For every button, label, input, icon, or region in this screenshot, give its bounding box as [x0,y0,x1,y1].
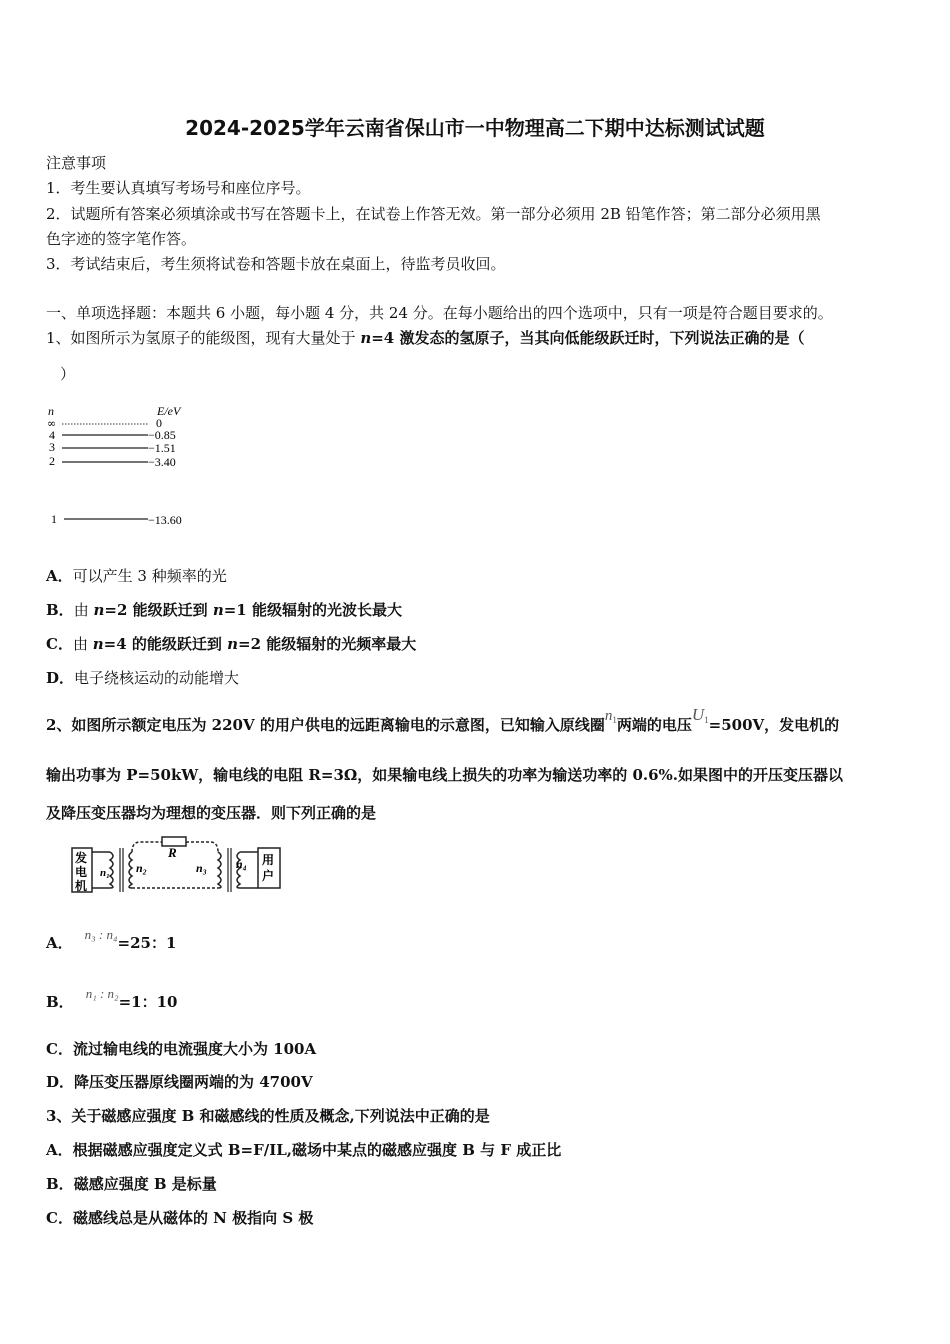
generator-char: 电 [75,865,88,879]
option-text-pre: 由 [72,635,93,653]
diagram-n-label: n [48,404,54,418]
level-n-4: 4 [49,428,55,442]
level-e-3: −1.51 [148,441,176,455]
q1-stem-close: ） [60,365,76,383]
q1-stem-n: n [360,329,372,347]
option-text: 流过输电线的电流强度大小为 100A [72,1040,317,1058]
energy-level-diagram [44,402,204,532]
label-R: R [168,845,177,860]
level-e-2: −3.40 [148,455,176,469]
option-letter: D． [46,1073,75,1091]
q2-n1 [605,708,617,724]
q2-stem-a: 2、如图所示额定电压为 220V 的用户供电的远距离输电的示意图，已知输入原线圈 [46,716,605,734]
option-ratio: n₁ : n₂ [85,986,119,1001]
option-var-n: n [92,635,104,653]
page-title: 2024-2025学年云南省保山市一中物理高二下期中达标测试试题 [185,116,765,140]
q2-option-d[interactable] [46,1071,313,1092]
q2-n1-sub: 1 [612,715,617,725]
option-text: 磁感线总是从磁体的 N 极指向 S 极 [72,1209,314,1227]
option-text: 磁感应强度 B 是标量 [73,1175,217,1193]
option-letter: C． [46,1040,73,1058]
option-letter: C． [46,635,73,653]
q2-stem-line1 [46,705,840,735]
option-letter: A． [46,567,73,585]
option-value: =25：1 [117,934,177,952]
q1-stem [46,327,804,348]
transmission-diagram [70,834,285,896]
coil-n3 [218,852,221,888]
option-letter: A． [46,934,73,952]
q2-u1-sub: 1 [704,715,709,725]
q1-stem-b: =4 激发态的氢原子，当其向低能级跃迁时，下列说法正确的是（ [371,329,805,347]
option-var-n: n [93,601,105,619]
option-text-post: =1 能级辐射的光波长最大 [223,601,402,619]
generator-char: 机 [75,879,88,893]
q1-option-a[interactable] [46,565,227,586]
q2-stem-b: 两端的电压 [616,716,692,734]
option-letter: B． [46,601,74,619]
notice-item-2-cont: 色字迹的签字笔作答。 [46,230,197,248]
label-n4: n₄ [236,857,247,871]
q3-stem: 3、关于磁感应强度 B 和磁感线的性质及概念,下列说法中正确的是 [46,1107,490,1125]
level-n-3: 3 [49,440,55,454]
q3-option-b[interactable] [46,1173,217,1194]
q1-stem-a: 1、如图所示为氢原子的能级图，现有大量处于 [46,329,361,347]
option-text: 可以产生 3 种频率的光 [72,567,227,585]
option-var-n: n [212,601,224,619]
coil-n1 [110,852,113,888]
level-n-2: 2 [49,454,55,468]
option-text: 降压变压器原线圈两端的为 4700V [74,1073,313,1091]
notice-item-1: 1．考生要认真填写考场号和座位序号。 [46,179,311,197]
q3-option-a[interactable] [46,1139,561,1160]
coil-n2 [129,852,132,888]
transmission-line-top [186,842,218,852]
q2-stem-line3: 及降压变压器均为理想的变压器．则下列正确的是 [46,804,377,822]
level-e-1: −13.60 [148,513,182,527]
option-letter: A． [46,1141,73,1159]
option-letter: C． [46,1209,73,1227]
option-text-mid: =2 能级跃迁到 [104,601,213,619]
option-value: =1：10 [118,993,178,1011]
notice-item-2: 2．试题所有答案必须填涂或书写在答题卡上，在试卷上作答无效。第一部分必须用 2B 铅笔作答；第二部分必须用黑 [46,205,821,223]
q2-u1-symbol: U [691,705,705,724]
notice-heading: 注意事项 [46,154,107,172]
label-n3: n₃ [196,861,207,875]
section-heading: 一、单项选择题：本题共 6 小题，每小题 4 分，共 24 分。在每小题给出的四个选项中，只有一项是符合题目要求的。 [46,304,833,322]
user-char: 户 [262,869,275,883]
q2-stem-line2: 输出功事为 P=50kW，输电线的电阻 R=3Ω，如果输电线上损失的功率为输送功率的 0.6%.如果图中的开压变压器以 [46,766,844,784]
option-ratio: n₃ : n₄ [84,927,118,942]
option-text: 根据磁感应强度定义式 B=F/IL,磁场中某点的磁感应强度 B 与 F 成正比 [72,1141,562,1159]
option-letter: B． [46,1175,74,1193]
level-e-inf: 0 [156,416,162,430]
user-char: 用 [262,853,275,867]
level-n-1: 1 [51,512,57,526]
option-text: 电子绕核运动的动能增大 [74,669,240,687]
q2-n1-symbol: n [604,708,613,724]
diagram-e-label: E/eV [157,404,181,418]
option-letter: B． [46,993,74,1011]
option-text-pre: 由 [73,601,94,619]
q1-option-d[interactable] [46,667,239,688]
option-text-mid: =4 的能级跃迁到 [103,635,228,653]
q2-option-c[interactable] [46,1038,316,1059]
option-letter: D． [46,669,75,687]
level-n-inf: ∞ [47,417,57,430]
q1-option-b[interactable] [46,599,402,620]
q2-u1 [692,705,709,724]
q2-option-b[interactable] [46,986,178,1012]
generator-char: 发 [75,851,88,865]
q2-stem-c: =500V，发电机的 [708,716,840,734]
notice-item-3: 3．考试结束后，考生须将试卷和答题卡放在桌面上，待监考员收回。 [46,255,506,273]
q3-option-c[interactable] [46,1207,313,1228]
q1-option-c[interactable] [46,633,416,654]
q2-option-a[interactable] [46,927,177,953]
option-text-post: =2 能级辐射的光频率最大 [238,635,417,653]
label-n2: n₂ [136,861,147,875]
label-n1: n₁ [100,867,110,879]
level-e-4: −0.85 [148,428,176,442]
option-var-n: n [227,635,238,653]
transmission-line-top [132,842,162,852]
